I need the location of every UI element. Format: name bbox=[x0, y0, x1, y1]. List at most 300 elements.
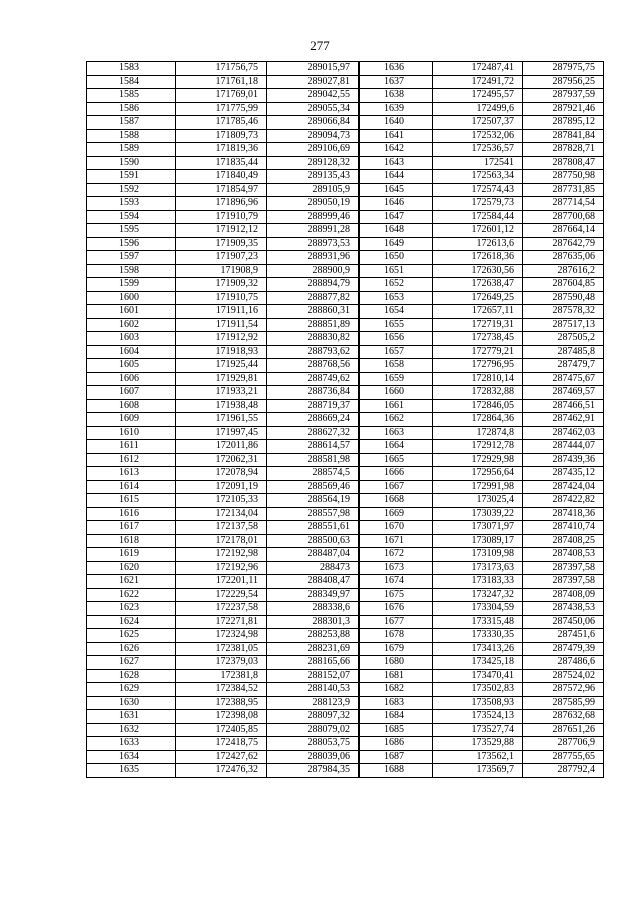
y-left-cell: 288669,24 bbox=[267, 413, 360, 427]
table-row bbox=[87, 750, 604, 764]
y-right-cell: 287444,07 bbox=[523, 440, 604, 454]
point-number-left-cell: 1591 bbox=[87, 170, 176, 184]
x-right-cell: 173071,97 bbox=[433, 521, 523, 535]
point-number-left-cell: 1607 bbox=[87, 386, 176, 400]
x-left-cell: 172192,98 bbox=[176, 548, 267, 562]
x-left-cell: 171925,44 bbox=[176, 359, 267, 373]
x-left-cell: 171756,75 bbox=[176, 62, 267, 76]
x-left-cell: 171938,48 bbox=[176, 399, 267, 413]
x-right-cell: 172507,37 bbox=[433, 116, 523, 130]
x-left-cell: 172011,86 bbox=[176, 440, 267, 454]
y-right-cell: 287462,03 bbox=[523, 426, 604, 440]
x-right-cell: 172584,44 bbox=[433, 210, 523, 224]
x-left-cell: 171929,81 bbox=[176, 372, 267, 386]
x-right-cell: 172832,88 bbox=[433, 386, 523, 400]
table-row bbox=[87, 359, 604, 373]
table-row bbox=[87, 534, 604, 548]
y-right-cell: 287731,85 bbox=[523, 183, 604, 197]
y-left-cell: 288860,31 bbox=[267, 305, 360, 319]
coordinates-table bbox=[86, 61, 604, 778]
y-left-cell: 288079,02 bbox=[267, 723, 360, 737]
y-left-cell: 288500,63 bbox=[267, 534, 360, 548]
x-left-cell: 172091,19 bbox=[176, 480, 267, 494]
x-left-cell: 172388,95 bbox=[176, 696, 267, 710]
x-left-cell: 171911,54 bbox=[176, 318, 267, 332]
y-right-cell: 287714,54 bbox=[523, 197, 604, 211]
y-right-cell: 287524,02 bbox=[523, 669, 604, 683]
x-right-cell: 173502,83 bbox=[433, 683, 523, 697]
x-left-cell: 171918,93 bbox=[176, 345, 267, 359]
y-right-cell: 287486,6 bbox=[523, 656, 604, 670]
point-number-right-cell: 1683 bbox=[359, 696, 433, 710]
point-number-right-cell: 1666 bbox=[359, 467, 433, 481]
point-number-left-cell: 1616 bbox=[87, 507, 176, 521]
y-left-cell: 289128,32 bbox=[267, 156, 360, 170]
x-left-cell: 172476,32 bbox=[176, 764, 267, 778]
table-row bbox=[87, 89, 604, 103]
y-left-cell: 289135,43 bbox=[267, 170, 360, 184]
x-right-cell: 173508,93 bbox=[433, 696, 523, 710]
y-right-cell: 287418,36 bbox=[523, 507, 604, 521]
table-row bbox=[87, 170, 604, 184]
point-number-right-cell: 1681 bbox=[359, 669, 433, 683]
point-number-left-cell: 1590 bbox=[87, 156, 176, 170]
x-left-cell: 171908,9 bbox=[176, 264, 267, 278]
point-number-right-cell: 1636 bbox=[359, 62, 433, 76]
x-right-cell: 173247,32 bbox=[433, 588, 523, 602]
x-left-cell: 171997,45 bbox=[176, 426, 267, 440]
y-right-cell: 287750,98 bbox=[523, 170, 604, 184]
y-left-cell: 288039,06 bbox=[267, 750, 360, 764]
table-row bbox=[87, 440, 604, 454]
table-row bbox=[87, 345, 604, 359]
y-left-cell: 288557,98 bbox=[267, 507, 360, 521]
x-left-cell: 172271,81 bbox=[176, 615, 267, 629]
x-left-cell: 171854,97 bbox=[176, 183, 267, 197]
point-number-left-cell: 1630 bbox=[87, 696, 176, 710]
y-left-cell: 288614,57 bbox=[267, 440, 360, 454]
y-left-cell: 288097,32 bbox=[267, 710, 360, 724]
x-left-cell: 172062,31 bbox=[176, 453, 267, 467]
y-right-cell: 287808,47 bbox=[523, 156, 604, 170]
y-right-cell: 287505,2 bbox=[523, 332, 604, 346]
point-number-left-cell: 1606 bbox=[87, 372, 176, 386]
y-right-cell: 287435,12 bbox=[523, 467, 604, 481]
point-number-left-cell: 1598 bbox=[87, 264, 176, 278]
table-row bbox=[87, 426, 604, 440]
point-number-right-cell: 1637 bbox=[359, 75, 433, 89]
point-number-right-cell: 1686 bbox=[359, 737, 433, 751]
x-left-cell: 171909,32 bbox=[176, 278, 267, 292]
y-left-cell: 288301,3 bbox=[267, 615, 360, 629]
x-right-cell: 172613,6 bbox=[433, 237, 523, 251]
x-right-cell: 172601,12 bbox=[433, 224, 523, 238]
table-row bbox=[87, 332, 604, 346]
x-left-cell: 171909,35 bbox=[176, 237, 267, 251]
point-number-right-cell: 1642 bbox=[359, 143, 433, 157]
point-number-left-cell: 1610 bbox=[87, 426, 176, 440]
point-number-right-cell: 1659 bbox=[359, 372, 433, 386]
y-right-cell: 287450,06 bbox=[523, 615, 604, 629]
x-right-cell: 173109,98 bbox=[433, 548, 523, 562]
x-left-cell: 171785,46 bbox=[176, 116, 267, 130]
point-number-right-cell: 1677 bbox=[359, 615, 433, 629]
y-right-cell: 287585,99 bbox=[523, 696, 604, 710]
point-number-right-cell: 1663 bbox=[359, 426, 433, 440]
x-left-cell: 171961,55 bbox=[176, 413, 267, 427]
y-right-cell: 287572,96 bbox=[523, 683, 604, 697]
table-row bbox=[87, 480, 604, 494]
table-row bbox=[87, 75, 604, 89]
x-right-cell: 173529,88 bbox=[433, 737, 523, 751]
point-number-left-cell: 1612 bbox=[87, 453, 176, 467]
point-number-left-cell: 1615 bbox=[87, 494, 176, 508]
point-number-right-cell: 1665 bbox=[359, 453, 433, 467]
table-row bbox=[87, 413, 604, 427]
point-number-right-cell: 1675 bbox=[359, 588, 433, 602]
point-number-right-cell: 1680 bbox=[359, 656, 433, 670]
table-row bbox=[87, 588, 604, 602]
y-right-cell: 287462,91 bbox=[523, 413, 604, 427]
y-right-cell: 287792,4 bbox=[523, 764, 604, 778]
x-left-cell: 171910,79 bbox=[176, 210, 267, 224]
y-left-cell: 289105,9 bbox=[267, 183, 360, 197]
point-number-right-cell: 1641 bbox=[359, 129, 433, 143]
y-left-cell: 288053,75 bbox=[267, 737, 360, 751]
point-number-left-cell: 1634 bbox=[87, 750, 176, 764]
point-number-left-cell: 1617 bbox=[87, 521, 176, 535]
x-left-cell: 171809,73 bbox=[176, 129, 267, 143]
y-left-cell: 288123,9 bbox=[267, 696, 360, 710]
point-number-left-cell: 1632 bbox=[87, 723, 176, 737]
table-row bbox=[87, 467, 604, 481]
y-left-cell: 289055,34 bbox=[267, 102, 360, 116]
y-left-cell: 288973,53 bbox=[267, 237, 360, 251]
y-right-cell: 287439,36 bbox=[523, 453, 604, 467]
y-left-cell: 288581,98 bbox=[267, 453, 360, 467]
table-row bbox=[87, 575, 604, 589]
point-number-right-cell: 1644 bbox=[359, 170, 433, 184]
y-left-cell: 289050,19 bbox=[267, 197, 360, 211]
x-right-cell: 173330,35 bbox=[433, 629, 523, 643]
x-left-cell: 171819,36 bbox=[176, 143, 267, 157]
x-left-cell: 172201,11 bbox=[176, 575, 267, 589]
point-number-right-cell: 1682 bbox=[359, 683, 433, 697]
x-right-cell: 172487,41 bbox=[433, 62, 523, 76]
point-number-right-cell: 1652 bbox=[359, 278, 433, 292]
x-right-cell: 173425,18 bbox=[433, 656, 523, 670]
point-number-left-cell: 1614 bbox=[87, 480, 176, 494]
point-number-right-cell: 1638 bbox=[359, 89, 433, 103]
table-row bbox=[87, 561, 604, 575]
y-right-cell: 287755,65 bbox=[523, 750, 604, 764]
table-row bbox=[87, 521, 604, 535]
point-number-right-cell: 1648 bbox=[359, 224, 433, 238]
point-number-right-cell: 1654 bbox=[359, 305, 433, 319]
y-right-cell: 287517,13 bbox=[523, 318, 604, 332]
x-left-cell: 171911,16 bbox=[176, 305, 267, 319]
table-row bbox=[87, 102, 604, 116]
table-row bbox=[87, 386, 604, 400]
y-right-cell: 287632,68 bbox=[523, 710, 604, 724]
point-number-left-cell: 1588 bbox=[87, 129, 176, 143]
point-number-right-cell: 1639 bbox=[359, 102, 433, 116]
y-right-cell: 287651,26 bbox=[523, 723, 604, 737]
point-number-right-cell: 1658 bbox=[359, 359, 433, 373]
y-left-cell: 288140,53 bbox=[267, 683, 360, 697]
table-row bbox=[87, 210, 604, 224]
y-right-cell: 287664,14 bbox=[523, 224, 604, 238]
y-left-cell: 288749,62 bbox=[267, 372, 360, 386]
table-row bbox=[87, 696, 604, 710]
table-row bbox=[87, 507, 604, 521]
point-number-right-cell: 1673 bbox=[359, 561, 433, 575]
y-right-cell: 287604,85 bbox=[523, 278, 604, 292]
point-number-left-cell: 1623 bbox=[87, 602, 176, 616]
point-number-left-cell: 1600 bbox=[87, 291, 176, 305]
x-right-cell: 172956,64 bbox=[433, 467, 523, 481]
x-right-cell: 173524,13 bbox=[433, 710, 523, 724]
x-left-cell: 172324,98 bbox=[176, 629, 267, 643]
x-right-cell: 172541 bbox=[433, 156, 523, 170]
table-row bbox=[87, 494, 604, 508]
point-number-right-cell: 1674 bbox=[359, 575, 433, 589]
y-right-cell: 287485,8 bbox=[523, 345, 604, 359]
table-row bbox=[87, 318, 604, 332]
point-number-left-cell: 1627 bbox=[87, 656, 176, 670]
x-left-cell: 171912,92 bbox=[176, 332, 267, 346]
point-number-right-cell: 1679 bbox=[359, 642, 433, 656]
point-number-left-cell: 1603 bbox=[87, 332, 176, 346]
y-left-cell: 288569,46 bbox=[267, 480, 360, 494]
y-right-cell: 287479,39 bbox=[523, 642, 604, 656]
x-right-cell: 172618,36 bbox=[433, 251, 523, 265]
y-right-cell: 287590,48 bbox=[523, 291, 604, 305]
x-right-cell: 173470,41 bbox=[433, 669, 523, 683]
point-number-right-cell: 1678 bbox=[359, 629, 433, 643]
table-row bbox=[87, 264, 604, 278]
point-number-right-cell: 1650 bbox=[359, 251, 433, 265]
y-left-cell: 288551,61 bbox=[267, 521, 360, 535]
point-number-left-cell: 1596 bbox=[87, 237, 176, 251]
y-right-cell: 287422,82 bbox=[523, 494, 604, 508]
y-right-cell: 287578,32 bbox=[523, 305, 604, 319]
point-number-right-cell: 1643 bbox=[359, 156, 433, 170]
point-number-right-cell: 1645 bbox=[359, 183, 433, 197]
table-row bbox=[87, 251, 604, 265]
y-left-cell: 287984,35 bbox=[267, 764, 360, 778]
y-right-cell: 287937,59 bbox=[523, 89, 604, 103]
y-left-cell: 289015,97 bbox=[267, 62, 360, 76]
y-left-cell: 288736,84 bbox=[267, 386, 360, 400]
x-right-cell: 172657,11 bbox=[433, 305, 523, 319]
point-number-left-cell: 1609 bbox=[87, 413, 176, 427]
x-right-cell: 172864,36 bbox=[433, 413, 523, 427]
x-right-cell: 173315,48 bbox=[433, 615, 523, 629]
y-left-cell: 289042,55 bbox=[267, 89, 360, 103]
x-left-cell: 171835,44 bbox=[176, 156, 267, 170]
table-row bbox=[87, 291, 604, 305]
y-right-cell: 287616,2 bbox=[523, 264, 604, 278]
y-right-cell: 287451,6 bbox=[523, 629, 604, 643]
x-right-cell: 172649,25 bbox=[433, 291, 523, 305]
x-right-cell: 172874,8 bbox=[433, 426, 523, 440]
x-left-cell: 172237,58 bbox=[176, 602, 267, 616]
table-row bbox=[87, 602, 604, 616]
y-right-cell: 287841,84 bbox=[523, 129, 604, 143]
table-row bbox=[87, 453, 604, 467]
x-left-cell: 171896,96 bbox=[176, 197, 267, 211]
y-right-cell: 287635,06 bbox=[523, 251, 604, 265]
x-left-cell: 171775,99 bbox=[176, 102, 267, 116]
table-row bbox=[87, 642, 604, 656]
x-right-cell: 173413,26 bbox=[433, 642, 523, 656]
x-right-cell: 172536,57 bbox=[433, 143, 523, 157]
y-right-cell: 287700,68 bbox=[523, 210, 604, 224]
y-left-cell: 289027,81 bbox=[267, 75, 360, 89]
y-right-cell: 287479,7 bbox=[523, 359, 604, 373]
table-row bbox=[87, 548, 604, 562]
y-right-cell: 287424,04 bbox=[523, 480, 604, 494]
y-left-cell: 288877,82 bbox=[267, 291, 360, 305]
y-left-cell: 289094,73 bbox=[267, 129, 360, 143]
table-row bbox=[87, 156, 604, 170]
x-left-cell: 171769,01 bbox=[176, 89, 267, 103]
point-number-left-cell: 1618 bbox=[87, 534, 176, 548]
y-left-cell: 288900,9 bbox=[267, 264, 360, 278]
point-number-right-cell: 1646 bbox=[359, 197, 433, 211]
x-right-cell: 172991,98 bbox=[433, 480, 523, 494]
point-number-left-cell: 1593 bbox=[87, 197, 176, 211]
x-left-cell: 172381,05 bbox=[176, 642, 267, 656]
table-row bbox=[87, 237, 604, 251]
point-number-left-cell: 1608 bbox=[87, 399, 176, 413]
x-right-cell: 172779,21 bbox=[433, 345, 523, 359]
x-left-cell: 171933,21 bbox=[176, 386, 267, 400]
x-right-cell: 173569,7 bbox=[433, 764, 523, 778]
x-left-cell: 171907,23 bbox=[176, 251, 267, 265]
x-right-cell: 172796,95 bbox=[433, 359, 523, 373]
point-number-left-cell: 1622 bbox=[87, 588, 176, 602]
point-number-left-cell: 1602 bbox=[87, 318, 176, 332]
x-left-cell: 172427,62 bbox=[176, 750, 267, 764]
point-number-right-cell: 1653 bbox=[359, 291, 433, 305]
y-left-cell: 288851,89 bbox=[267, 318, 360, 332]
x-left-cell: 172229,54 bbox=[176, 588, 267, 602]
x-left-cell: 172405,85 bbox=[176, 723, 267, 737]
x-right-cell: 172495,57 bbox=[433, 89, 523, 103]
y-right-cell: 287921,46 bbox=[523, 102, 604, 116]
point-number-right-cell: 1684 bbox=[359, 710, 433, 724]
point-number-left-cell: 1633 bbox=[87, 737, 176, 751]
table-row bbox=[87, 669, 604, 683]
x-left-cell: 172137,58 bbox=[176, 521, 267, 535]
table-row bbox=[87, 305, 604, 319]
x-right-cell: 173183,33 bbox=[433, 575, 523, 589]
x-right-cell: 172810,14 bbox=[433, 372, 523, 386]
x-right-cell: 172574,43 bbox=[433, 183, 523, 197]
x-right-cell: 172929,98 bbox=[433, 453, 523, 467]
point-number-right-cell: 1671 bbox=[359, 534, 433, 548]
table-row bbox=[87, 737, 604, 751]
x-right-cell: 172738,45 bbox=[433, 332, 523, 346]
point-number-right-cell: 1651 bbox=[359, 264, 433, 278]
x-left-cell: 172105,33 bbox=[176, 494, 267, 508]
x-left-cell: 171910,75 bbox=[176, 291, 267, 305]
point-number-left-cell: 1595 bbox=[87, 224, 176, 238]
x-left-cell: 172192,96 bbox=[176, 561, 267, 575]
point-number-right-cell: 1656 bbox=[359, 332, 433, 346]
y-left-cell: 288719,37 bbox=[267, 399, 360, 413]
point-number-right-cell: 1688 bbox=[359, 764, 433, 778]
point-number-left-cell: 1631 bbox=[87, 710, 176, 724]
x-right-cell: 172491,72 bbox=[433, 75, 523, 89]
y-right-cell: 287408,25 bbox=[523, 534, 604, 548]
y-left-cell: 288231,69 bbox=[267, 642, 360, 656]
point-number-right-cell: 1685 bbox=[359, 723, 433, 737]
y-right-cell: 287895,12 bbox=[523, 116, 604, 130]
point-number-right-cell: 1655 bbox=[359, 318, 433, 332]
x-right-cell: 172630,56 bbox=[433, 264, 523, 278]
table-row bbox=[87, 143, 604, 157]
point-number-right-cell: 1657 bbox=[359, 345, 433, 359]
table-row bbox=[87, 710, 604, 724]
point-number-left-cell: 1584 bbox=[87, 75, 176, 89]
x-left-cell: 172078,94 bbox=[176, 467, 267, 481]
table-row bbox=[87, 399, 604, 413]
y-left-cell: 288487,04 bbox=[267, 548, 360, 562]
y-right-cell: 287706,9 bbox=[523, 737, 604, 751]
point-number-left-cell: 1589 bbox=[87, 143, 176, 157]
y-left-cell: 288165,66 bbox=[267, 656, 360, 670]
point-number-right-cell: 1672 bbox=[359, 548, 433, 562]
x-left-cell: 172381,8 bbox=[176, 669, 267, 683]
y-right-cell: 287397,58 bbox=[523, 561, 604, 575]
table-row bbox=[87, 656, 604, 670]
y-right-cell: 287975,75 bbox=[523, 62, 604, 76]
point-number-right-cell: 1670 bbox=[359, 521, 433, 535]
table-row bbox=[87, 629, 604, 643]
y-left-cell: 289106,69 bbox=[267, 143, 360, 157]
point-number-left-cell: 1583 bbox=[87, 62, 176, 76]
y-left-cell: 289066,84 bbox=[267, 116, 360, 130]
x-right-cell: 173304,59 bbox=[433, 602, 523, 616]
table-row bbox=[87, 372, 604, 386]
y-right-cell: 287397,58 bbox=[523, 575, 604, 589]
point-number-right-cell: 1664 bbox=[359, 440, 433, 454]
x-left-cell: 171912,12 bbox=[176, 224, 267, 238]
table-row bbox=[87, 129, 604, 143]
x-right-cell: 172846,05 bbox=[433, 399, 523, 413]
y-left-cell: 288627,32 bbox=[267, 426, 360, 440]
y-right-cell: 287408,09 bbox=[523, 588, 604, 602]
point-number-right-cell: 1667 bbox=[359, 480, 433, 494]
y-right-cell: 287475,67 bbox=[523, 372, 604, 386]
y-left-cell: 288473 bbox=[267, 561, 360, 575]
y-left-cell: 288999,46 bbox=[267, 210, 360, 224]
point-number-right-cell: 1660 bbox=[359, 386, 433, 400]
x-left-cell: 171840,49 bbox=[176, 170, 267, 184]
y-right-cell: 287410,74 bbox=[523, 521, 604, 535]
point-number-left-cell: 1620 bbox=[87, 561, 176, 575]
y-left-cell: 288894,79 bbox=[267, 278, 360, 292]
x-left-cell: 172134,04 bbox=[176, 507, 267, 521]
point-number-left-cell: 1594 bbox=[87, 210, 176, 224]
point-number-right-cell: 1662 bbox=[359, 413, 433, 427]
y-right-cell: 287408,53 bbox=[523, 548, 604, 562]
y-left-cell: 288253,88 bbox=[267, 629, 360, 643]
point-number-left-cell: 1629 bbox=[87, 683, 176, 697]
